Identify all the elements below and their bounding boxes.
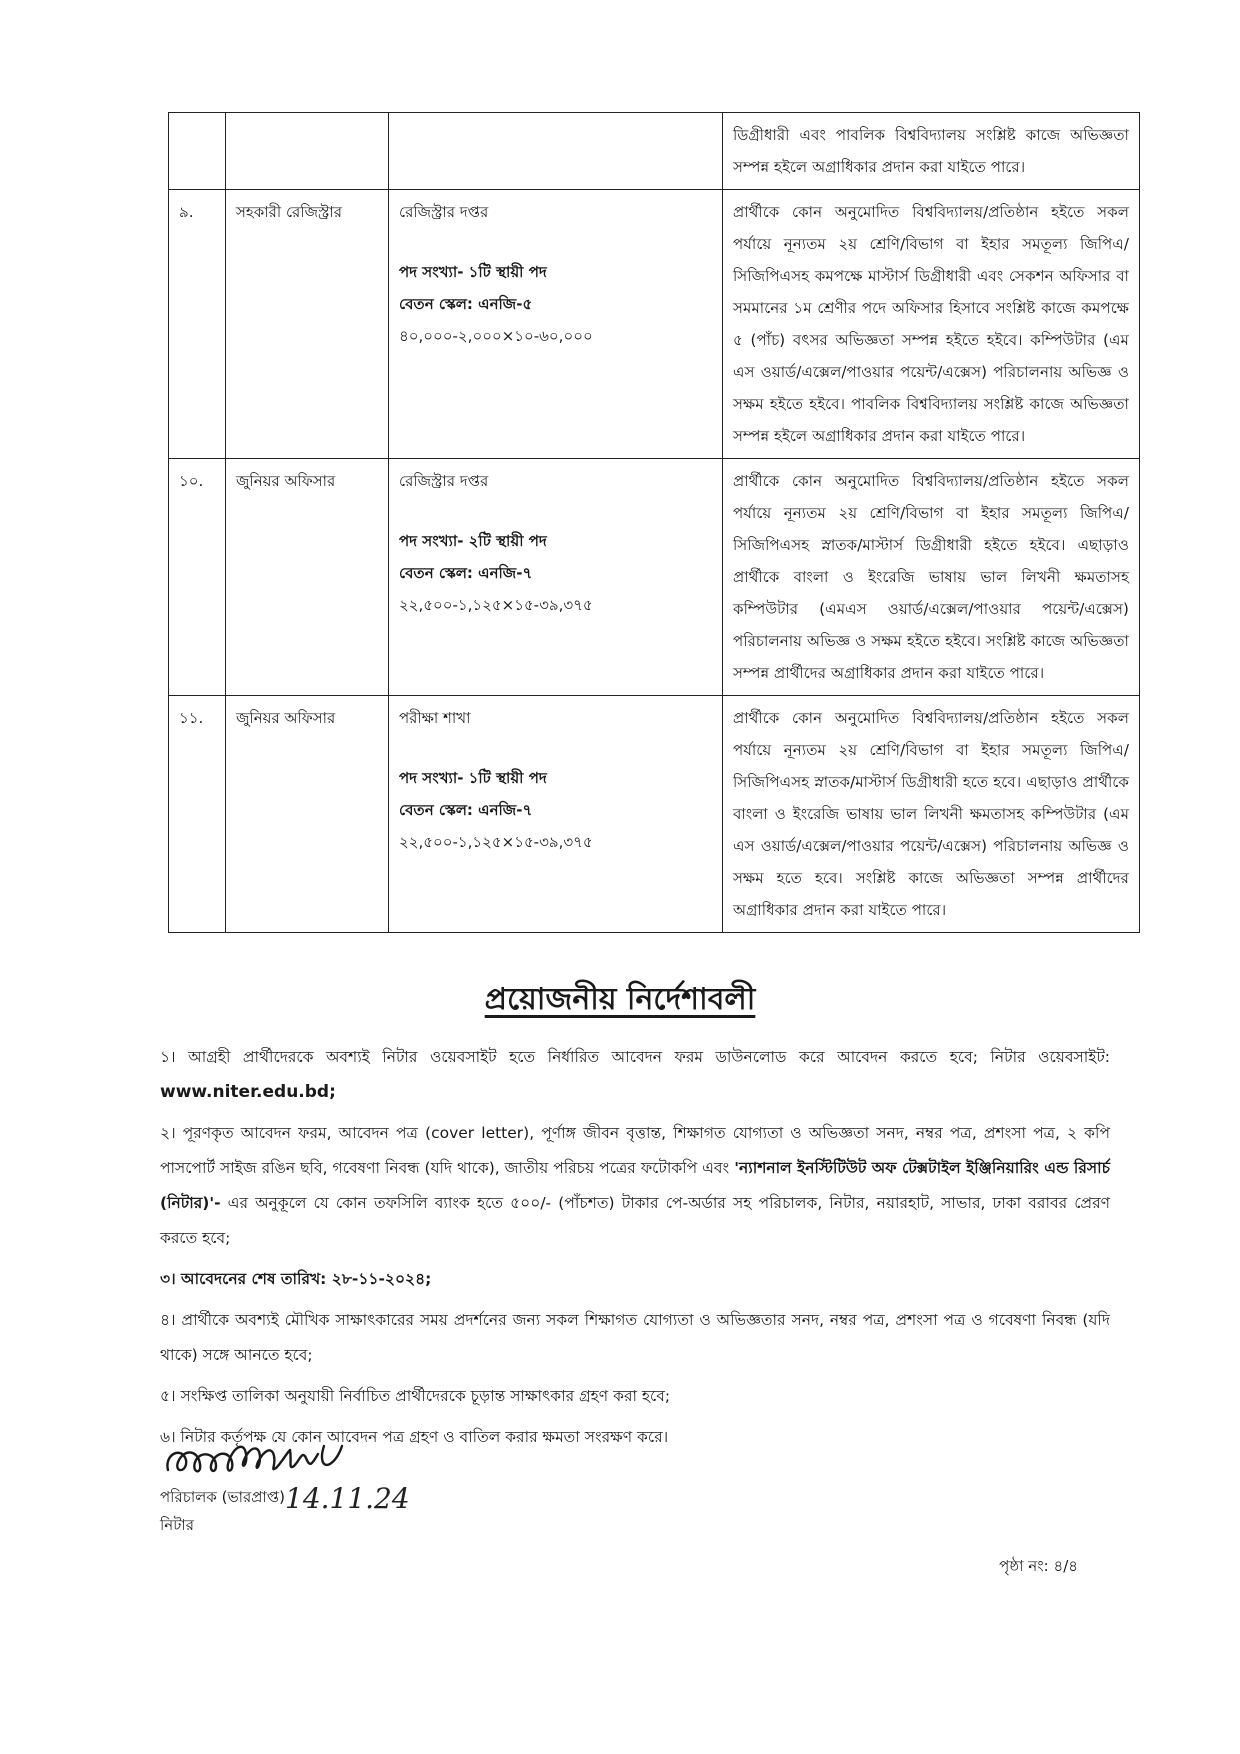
- office-name: রেজিস্ট্রার দপ্তর: [399, 203, 489, 221]
- instruction-item: ৬। নিটার কর্তৃপক্ষ যে কোন আবেদন পত্র গ্রহণ ও বাতিল করার ক্ষমতা সংরক্ষণ করে।: [160, 1428, 669, 1446]
- instruction-text: ২। পূরণকৃত আবেদন ফরম, আবেদন পত্র (cover letter), পূর্ণাঙ্গ জীবন বৃত্তান্ত, শিক্ষাগত যোগ্যতা ও অভিজ্ঞতা সনদ, নম্বর পত্র, প্রশংসা পত্র, ২ কপি পাসপোর্ট সাইজ রঙিন ছবি, গবেষণা নিবন্ধ (যদি থাকে), জাতীয় পরিচয় পত্রের ফটোকপি এবং: [160, 1124, 1110, 1177]
- schedule-cell: [389, 190, 723, 459]
- schedule-cell: [389, 113, 723, 190]
- instruction-item: [160, 1116, 1110, 1256]
- pay-scale: বেতন স্কেল: এনজি-৭: [399, 801, 533, 819]
- schedule-cell: [389, 696, 723, 933]
- designation-cell: জুনিয়র অফিসার: [226, 696, 389, 933]
- pay-scale: বেতন স্কেল: এনজি-৭: [399, 564, 533, 582]
- signature-date: 14.11.24: [285, 1482, 410, 1515]
- office-name: রেজিস্ট্রার দপ্তর: [399, 472, 489, 490]
- post-count: পদ সংখ্যা- ১টি স্থায়ী পদ: [399, 263, 547, 281]
- website-link[interactable]: www.niter.edu.bd;: [160, 1082, 336, 1102]
- office-name: পরীক্ষা শাখা: [399, 709, 471, 727]
- instructions-heading: প্রয়োজনীয় নির্দেশাবলী: [484, 982, 756, 1017]
- designation-cell: সহকারী রেজিস্ট্রার: [226, 190, 389, 459]
- post-count: পদ সংখ্যা- ১টি স্থায়ী পদ: [399, 769, 547, 787]
- table-row: [169, 696, 1140, 933]
- instruction-item: ৪। প্রার্থীকে অবশ্যই মৌখিক সাক্ষাৎকারের সময় প্রদর্শনের জন্য সকল শিক্ষাগত যোগ্যতা ও অভিজ্ঞতার সনদ, নম্বর পত্র, প্রশংসা পত্র ও গবেষণা নিবন্ধ (যদি থাকে) সঙ্গে আনতে হবে;: [160, 1311, 1110, 1364]
- requirements-cell: ডিগ্রীধারী এবং পাবলিক বিশ্ববিদ্যালয় সংশ্লিষ্ট কাজে অভিজ্ঞতা সম্পন্ন হইলে অগ্রাধিকার প্রদান করা যাইতে পারে।: [723, 113, 1140, 190]
- requirements-cell: প্রার্থীকে কোন অনুমোদিত বিশ্ববিদ্যালয়/প্রতিষ্ঠান হইতে সকল পর্যায়ে নূন্যতম ২য় শ্রেণি/বিভাগ বা ইহার সমতূল্য জিপিএ/ সিজিপিএসহ কমপক্ষে মাস্টার্স ডিগ্রীধারী এবং সেকশন অফিসার বা সমমানের ১ম শ্রেণীর পদে অফিসার হিসাবে সংশ্লিষ্ট কাজে কমপক্ষে ৫ (পাঁচ) বৎসর অভিজ্ঞতা সম্পন্ন হইতে হইবে। কম্পিউটার (এম এস ওয়ার্ড/এক্সেল/পাওয়ার পয়েন্ট/এক্সেস) পরিচালনায় অভিজ্ঞ ও সক্ষম হইতে হইবে। পাবলিক বিশ্ববিদ্যালয় সংশ্লিষ্ট কাজে অভিজ্ঞতা সম্পন্ন হইলে অগ্রাধিকার প্রদান করা যাইতে পারে।: [723, 190, 1140, 459]
- requirements-cell: প্রার্থীকে কোন অনুমোদিত বিশ্ববিদ্যালয়/প্রতিষ্ঠান হইতে সকল পর্যায়ে নূন্যতম ২য় শ্রেণি/বিভাগ বা ইহার সমতূল্য জিপিএ/ সিজিপিএসহ স্নাতক/মাস্টার্স ডিগ্রীধারী হইতে হইবে। এছাড়াও প্রার্থীকে বাংলা ও ইংরেজি ভাষায় ভাল লিখনী ক্ষমতাসহ কম্পিউটার (এমএস ওয়ার্ড/এক্সেল/পাওয়ার পয়েন্ট/এক্সেস) পরিচালনায় অভিজ্ঞ ও সক্ষম হইতে হইবে। সংশ্লিষ্ট কাজে অভিজ্ঞতা সম্পন্ন প্রার্থীদের অগ্রাধিকার প্রদান করা যাইতে পারে।: [723, 459, 1140, 696]
- schedule-cell: [389, 459, 723, 696]
- instruction-item: [160, 1040, 1110, 1110]
- requirements-cell: প্রার্থীকে কোন অনুমোদিত বিশ্ববিদ্যালয়/প্রতিষ্ঠান হইতে সকল পর্যায়ে নূন্যতম ২য় শ্রেণি/বিভাগ বা ইহার সমতূল্য জিপিএ/ সিজিপিএসহ স্নাতক/মাস্টার্স ডিগ্রীধারী হতে হবে। এছাড়াও প্রার্থীকে বাংলা ও ইংরেজি ভাষায় ভাল লিখনী ক্ষমতাসহ কম্পিউটার (এম এস ওয়ার্ড/এক্সেল/পাওয়ার পয়েন্ট/এক্সেস) পরিচালনায় অভিজ্ঞ ও সক্ষম হতে হবে। সংশ্লিষ্ট কাজে অভিজ্ঞতা সম্পন্ন প্রার্থীদের অগ্রাধিকার প্রদান করা যাইতে পারে।: [723, 696, 1140, 933]
- page-number: পৃষ্ঠা নং: ৪/৪: [999, 1557, 1078, 1575]
- serial-cell: [169, 113, 226, 190]
- instructions-list: [160, 1040, 1110, 1461]
- signature-block: [160, 1432, 480, 1552]
- institute-name: 'ন্যাশনাল ইনস্টিটিউট অফ টেক্সটাইল ইঞ্জিনিয়ারিং এন্ড রিসার্চ (নিটার)'-: [160, 1159, 1110, 1212]
- post-count: পদ সংখ্যা- ২টি স্থায়ী পদ: [399, 532, 547, 550]
- job-positions-table: [168, 112, 1140, 933]
- pay-range: ২২,৫০০-১,১২৫×১৫-৩৯,৩৭৫: [399, 596, 593, 614]
- table-row: [169, 190, 1140, 459]
- signatory-org: নিটার: [160, 1516, 195, 1534]
- serial-cell: ৯.: [169, 190, 226, 459]
- table-row: [169, 459, 1140, 696]
- instruction-text: এর অনুকূলে যে কোন তফসিলি ব্যাংক হতে ৫০০/- (পাঁচশত) টাকার পে-অর্ডার সহ পরিচালক, নিটার, নয়ারহাট, সাভার, ঢাকা বরাবর প্রেরণ করতে হবে;: [160, 1194, 1110, 1247]
- pay-range: ৪০,০০০-২,০০০×১০-৬০,০০০: [399, 327, 593, 345]
- instruction-text: ১। আগ্রহী প্রার্থীদেরকে অবশ্যই নিটার ওয়েবসাইট হতে নির্ধারিত আবেদন ফরম ডাউনলোড করে আবেদন করতে হবে; নিটার ওয়েবসাইট:: [160, 1048, 1110, 1066]
- deadline-item: ৩। আবেদনের শেষ তারিখ: ২৮-১১-২০২৪;: [160, 1270, 432, 1288]
- signatory-title: পরিচালক (ভারপ্রাপ্ত): [160, 1488, 285, 1506]
- pay-range: ২২,৫০০-১,১২৫×১৫-৩৯,৩৭৫: [399, 833, 593, 851]
- serial-cell: ১০.: [169, 459, 226, 696]
- designation-cell: [226, 113, 389, 190]
- designation-cell: জুনিয়র অফিসার: [226, 459, 389, 696]
- instruction-item: ৫। সংক্ষিপ্ত তালিকা অনুযায়ী নির্বাচিত প্রার্থীদেরকে চূড়ান্ত সাক্ষাৎকার গ্রহণ করা হবে;: [160, 1387, 671, 1405]
- serial-cell: ১১.: [169, 696, 226, 933]
- table-row: [169, 113, 1140, 190]
- pay-scale: বেতন স্কেল: এনজি-৫: [399, 295, 533, 313]
